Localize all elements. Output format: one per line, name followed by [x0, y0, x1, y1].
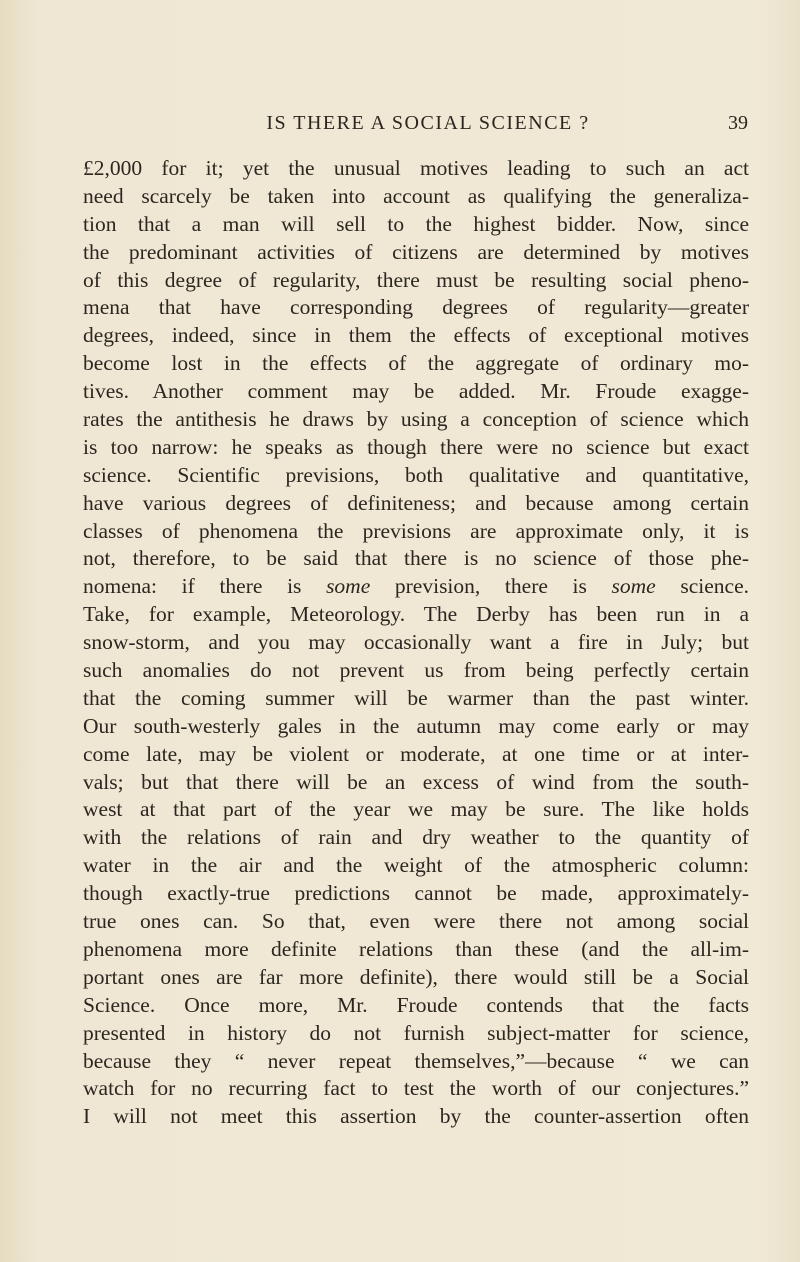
- text-line: tion that a man will sell to the highest bidder. Now, since: [83, 211, 749, 236]
- text-line: Our south-westerly gales in the autumn may come early or may: [83, 713, 749, 738]
- text-line: not, therefore, to be said that there is no science of those phe-: [83, 546, 749, 571]
- text-line: become lost in the effects of the aggregate of ordinary mo-: [83, 351, 749, 376]
- page-number: 39: [728, 112, 748, 134]
- text-line: such anomalies do not prevent us from being perfectly certain: [83, 658, 749, 683]
- text-line: that the coming summer will be warmer than the past winter.: [83, 685, 749, 710]
- text-line: portant ones are far more definite), there would still be a Social: [83, 964, 749, 989]
- text-line: Take, for example, Meteorology. The Derby has been run in a: [83, 602, 749, 627]
- text-line: I will not meet this assertion by the counter-assertion often: [83, 1104, 749, 1129]
- text-line: need scarcely be taken into account as qualifying the generaliza-: [83, 183, 749, 208]
- text-line: the predominant activities of citizens are determined by motives: [83, 239, 749, 264]
- text-line: because they “ never repeat themselves,”—because “ we can: [83, 1048, 749, 1073]
- text-line: true ones can. So that, even were there not among social: [83, 909, 749, 934]
- text-line: presented in history do not furnish subject-matter for science,: [83, 1020, 749, 1045]
- text-line: rates the antithesis he draws by using a conception of science which: [83, 407, 749, 432]
- running-title: IS THERE A SOCIAL SCIENCE ?: [266, 112, 590, 134]
- text-line: £2,000 for it; yet the unusual motives leading to such an act: [83, 156, 749, 180]
- text-line: watch for no recurring fact to test the worth of our conjectures.”: [83, 1076, 749, 1101]
- text-line: Science. Once more, Mr. Froude contends that the facts: [83, 992, 749, 1017]
- text-line: have various degrees of definiteness; and because among certain: [83, 490, 749, 515]
- page-header: [108, 112, 748, 142]
- text-line: phenomena more definite relations than these (and the all-im-: [83, 936, 749, 961]
- text-line: classes of phenomena the previsions are approximate only, it is: [83, 518, 749, 543]
- text-line: science. Scientific previsions, both qualitative and quantitative,: [83, 462, 749, 487]
- body-paragraph: [83, 155, 749, 1131]
- text-line: with the relations of rain and dry weather to the quantity of: [83, 825, 749, 850]
- text-line: west at that part of the year we may be sure. The like holds: [83, 797, 749, 822]
- text-line: come late, may be violent or moderate, at one time or at inter-: [83, 741, 749, 766]
- text-line: mena that have corresponding degrees of regularity—greater: [83, 295, 749, 320]
- text-line: tives. Another comment may be added. Mr. Froude exagge-: [83, 379, 749, 404]
- text-line: nomena: if there is some prevision, there is some science.: [83, 574, 749, 599]
- text-line: vals; but that there will be an excess of wind from the south-: [83, 769, 749, 794]
- text-line: of this degree of regularity, there must be resulting social pheno-: [83, 267, 749, 292]
- text-line: degrees, indeed, since in them the effects of exceptional motives: [83, 323, 749, 348]
- text-line: water in the air and the weight of the atmospheric column:: [83, 853, 749, 878]
- text-line: snow-storm, and you may occasionally want a fire in July; but: [83, 630, 749, 655]
- text-line: is too narrow: he speaks as though there were no science but exact: [83, 434, 749, 459]
- text-line: though exactly-true predictions cannot be made, approximately-: [83, 881, 749, 906]
